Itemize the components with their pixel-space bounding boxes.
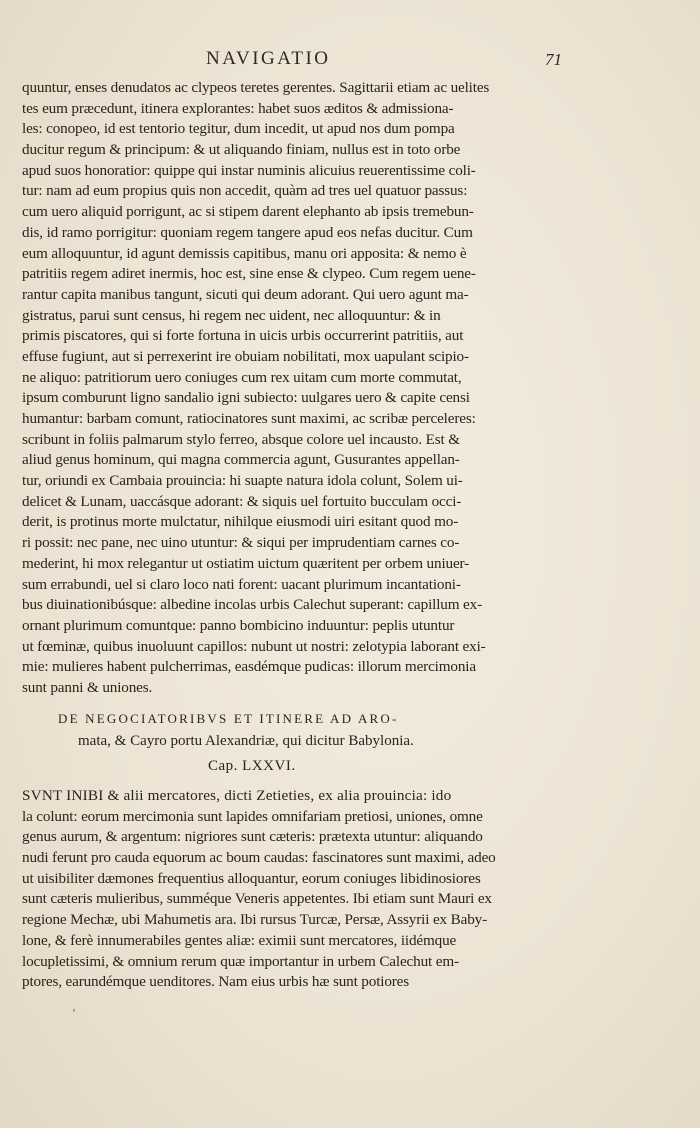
text-line: regione Mechæ, ubi Mahumetis ara. Ibi rursus Turcæ, Persæ, Assyrii ex Baby- [22,911,487,929]
text-line: dis, id ramo porrigitur: quoniam regem tangere apud eos nefas ducitur. Cum [22,223,473,241]
text-line: tes eum præcedunt, itinera explorantes: habet suos æditos & admissiona- [22,99,454,117]
body-paragraph [22,78,567,699]
chapter-heading-line: DE NEGOCIATORIBVS ET ITINERE AD ARO- [58,711,399,726]
text-line: sum errabundi, uel si claro loco nati forent: uacant plurimum incantationi- [22,575,461,593]
chapter-heading-line: mata, & Cayro portu Alexandriæ, qui dicitur Babylonia. [78,733,414,749]
text-line: eum alloquuntur, id agunt demissis capitibus, manu ori apposita: & nemo è [22,244,467,262]
text-line: patritiis regem adiret inermis, hoc est, sine ense & clypeo. Cum regem uene- [22,265,476,283]
text-line: ornant plurimum comuntque: panno bombicino induuntur: peplis utuntur [22,616,455,634]
text-line: genus aurum, & argentum: nigriores sunt cæteris: prætexta utuntur: aliquando [22,828,483,846]
text-line: locupletissimi, & omnium rerum quæ importantur in urbem Calechut em- [22,952,459,970]
text-line: ri possit: nec pane, nec uino utuntur: & siqui per imprudentiam carnes co- [22,534,460,552]
text-line: ducitur regum & principum: & ut aliquando finiam, nullus est in toto orbe [22,141,461,159]
text-line: scribunt in foliis palmarum stylo ferreo, absque colore uel incausto. Est & [22,430,460,448]
text-line: rantur capita manibus tangunt, sicuti qui deum adorant. Qui uero agunt ma- [22,285,469,303]
text-line: ne aliquo: patritiorum uero coniuges cum rex uitam cum morte commutat, [22,368,462,386]
text-line: primis piscatores, qui si forte fortuna in uicis urbis occurrerint patritiis, aut [22,327,464,345]
text-line: mie: mulieres habent pulcherrimas, easdémque pudicas: illorum mercimonia [22,658,476,676]
text-line: lone, & ferè innumerabiles gentes aliæ: eximii sunt mercatores, iidémque [22,931,457,949]
running-head: NAVIGATIO [206,48,331,69]
text-line: effuse fugiunt, aut si perrexerint ire obuiam nobilitati, mox uapulant scipio- [22,347,469,365]
text-line: ut fœminæ, quibus inuoluunt capillos: nubunt ut nostri: zelotypia laborant exi- [22,637,486,655]
text-line: delicet & Lunam, uaccásque adorant: & siquis uel fortuito bucculam occi- [22,492,462,510]
text-line: cum uero aliquid porrigunt, ac si stipem darent elephanto ab ipsis tremebun- [22,203,474,221]
chapter-number: Cap. LXXVI. [208,758,296,774]
ink-mark: ʼ [72,1006,76,1020]
chapter-heading [22,708,567,777]
text-line: sunt panni & uniones. [22,678,153,696]
text-line: les: conopeo, id est tentorio tegitur, dum incedit, ut apud nos dum pompa [22,120,455,138]
text-line: bus diuinationibúsque: albedine incolas urbis Calechut superant: capillum ex- [22,596,482,614]
text-line: la colunt: eorum mercimonia sunt lapides omnifariam pretiosi, uniones, omne [22,807,483,825]
text-line: quuntur, enses denudatos ac clypeos teretes gerentes. Sagittarii etiam ac uelites [22,79,490,96]
page-header [0,40,700,80]
text-line: tur, oriundi ex Cambaia prouincia: hi suapte natura idola colunt, Solem ui- [22,472,463,490]
text-line: SVNT INIBI & alii mercatores, dicti Zetieties, ex alia prouincia: ido [22,787,452,804]
text-line: ut uisibiliter dæmones frequentius alloquantur, eorum coniuges libidinosiores [22,869,481,887]
text-line: apud suos honoratior: quippe qui instar numinis alicuius reuerentissime coli- [22,161,476,179]
text-line: derit, is protinus morte mulctatur, nihilque eiusmodi uiri esitant quod mo- [22,513,459,531]
text-line: ptores, earundémque uenditores. Nam eius urbis hæ sunt potiores [22,973,410,991]
text-line: humantur: barbam comunt, ratiocinatores sunt maximi, ac scribæ perceleres: [22,410,476,427]
text-line: tur: nam ad eum propius quis non accedit, quàm ad tres uel quatuor passus: [22,182,468,200]
text-line: ipsum comburunt ligno sandalio igni subiecto: uulgares uero & capite censi [22,389,470,407]
text-line: sunt cæteris mulieribus, summéque Veneris appetentes. Ibi etiam sunt Mauri ex [22,890,492,908]
text-line: mederint, hi mox relegantur ut ostiatim uictum quæritent per orbem uniuer- [22,554,470,572]
chapter-paragraph [22,786,567,993]
text-line: gistratus, parui sunt census, hi regem nec uident, nec alloquuntur: & in [22,306,441,324]
text-line: nudi ferunt pro cauda equorum ac boum caudas: fascinatores sunt maximi, adeo [22,849,496,867]
page-number: 71 [545,50,562,69]
text-line: aliud genus hominum, qui magna commercia agunt, Gusurantes appellan- [22,451,460,469]
